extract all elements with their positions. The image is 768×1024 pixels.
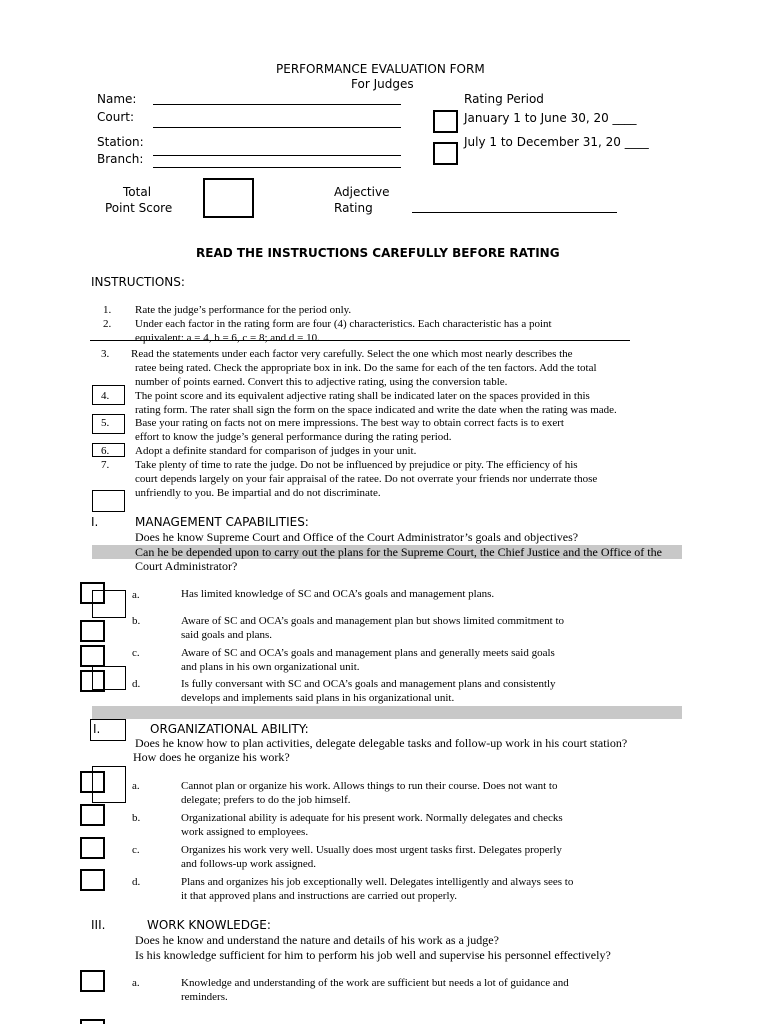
section-2-question-1: Does he know how to plan activities, delegate delegable tasks and follow-up work in his court station? [135, 736, 628, 750]
section-3-title: WORK KNOWLEDGE: [147, 918, 271, 932]
section-2-option-a-line-2: delegate; prefers to do the job himself. [181, 794, 351, 806]
total-label-line1: Total [123, 185, 152, 199]
name-label: Name: [97, 92, 137, 106]
instruction-7-line-3: unfriendly to you. Be impartial and do not discriminate. [135, 487, 381, 499]
section-1-option-b-line-1: Aware of SC and OCA’s goals and management plan but shows limited commitment to [181, 615, 565, 627]
section-2-option-b-letter: b. [132, 812, 141, 824]
section-3-option-a-letter: a. [132, 977, 140, 989]
section-1-option-b-checkbox[interactable] [80, 620, 105, 642]
instruction-7-line-1: Take plenty of time to rate the judge. Do not be influenced by prejudice or pity. The efficiency of his [135, 459, 578, 471]
instruction-4-line-1: The point score and its equivalent adjective rating shall be indicated later on the spaces provided in this [135, 390, 590, 402]
total-label-line2: Point Score [105, 201, 173, 215]
section-1-question-3: Court Administrator? [135, 559, 238, 573]
instruction-2-line-2: equivalent: a = 4, b = 6, c = 8; and d = 10. [135, 332, 320, 344]
section-divider-bar [92, 706, 682, 719]
instructions-heading: INSTRUCTIONS: [91, 275, 185, 289]
period1-checkbox[interactable] [433, 110, 458, 133]
section-1-option-a-line-1: Has limited knowledge of SC and OCA’s goals and management plans. [181, 588, 495, 600]
instruction-5-line-2: effort to know the judge’s general performance during the rating period. [135, 431, 452, 443]
rating-period-label: Rating Period [464, 92, 544, 106]
instruction-2-line-1: Under each factor in the rating form are four (4) characteristics. Each characteristic has a point [135, 318, 552, 330]
instruction-4-line-2: rating form. The rater shall sign the form on the space indicated and write the date when the rating was made. [135, 404, 617, 416]
instruction-number-4: 4. [101, 390, 110, 402]
instruction-3-line-2: ratee being rated. Check the appropriate box in ink. Do the same for each of the ten factors. Add the total [135, 362, 597, 374]
section-1-option-d-letter: d. [132, 678, 141, 690]
section-2-option-b-line-2: work assigned to employees. [181, 826, 309, 838]
section-2-option-d-checkbox[interactable] [80, 869, 105, 891]
section-2-option-d-letter: d. [132, 876, 141, 888]
period2-label: July 1 to December 31, 20 ____ [464, 135, 649, 149]
section-2-option-d-line-1: Plans and organizes his job exceptionally well. Delegates intelligently and always sees to [181, 876, 574, 888]
section-1-option-c-letter: c. [132, 647, 140, 659]
instruction-number-3: 3. [101, 348, 110, 360]
instruction-7-box [92, 490, 125, 512]
instruction-6-line-1: Adopt a definite standard for comparison of judges in your unit. [135, 445, 417, 457]
instruction-number-6: 6. [101, 445, 110, 457]
section-1-option-a-frame [92, 590, 126, 618]
section-1-option-d-frame [92, 666, 126, 690]
section-3-option-a-checkbox[interactable] [80, 970, 105, 992]
section-1-option-d-line-1: Is fully conversant with SC and OCA’s goals and management plans and consistently [181, 678, 556, 690]
section-3-question-2: Is his knowledge sufficient for him to perform his job well and supervise his personnel effectively? [135, 948, 611, 962]
form-title: PERFORMANCE EVALUATION FORM [276, 62, 485, 76]
section-3-question-1: Does he know and understand the nature and details of his work as a judge? [135, 933, 499, 947]
section-1-option-b-line-2: said goals and plans. [181, 629, 273, 641]
adjective-label-line1: Adjective [334, 185, 390, 199]
instruction-number-5: 5. [101, 417, 110, 429]
section-2-option-c-checkbox[interactable] [80, 837, 105, 859]
station-field[interactable] [153, 155, 401, 156]
instruction-3-line-1: Read the statements under each factor very carefully. Select the one which most nearly describes the [131, 348, 573, 360]
section-3-option-a-line-2: reminders. [181, 991, 228, 1003]
branch-label: Branch: [97, 152, 144, 166]
name-field[interactable] [153, 104, 401, 105]
station-label: Station: [97, 135, 144, 149]
instruction-number-1: 1. [103, 304, 112, 316]
adjective-label-line2: Rating [334, 201, 373, 215]
period1-label: January 1 to June 30, 20 ____ [464, 111, 637, 125]
section-1-option-d-line-2: develops and implements said plans in his organizational unit. [181, 692, 455, 704]
section-2-option-c-line-2: and follows-up work assigned. [181, 858, 317, 870]
instruction-7-line-2: court depends largely on your fair appraisal of the ratee. Do not overrate your friends nor underrate those [135, 473, 598, 485]
section-1-title: MANAGEMENT CAPABILITIES: [135, 515, 309, 529]
section-2-option-b-line-1: Organizational ability is adequate for his present work. Normally delegates and checks [181, 812, 563, 824]
section-1-option-c-checkbox[interactable] [80, 645, 105, 667]
section-2-option-b-checkbox[interactable] [80, 804, 105, 826]
total-score-box[interactable] [203, 178, 254, 218]
court-field[interactable] [153, 127, 401, 128]
section-1-question-2: Can he be depended upon to carry out the plans for the Supreme Court, the Chief Justice and the Office of the [135, 545, 662, 559]
instruction-strike-line [90, 340, 630, 341]
form-subtitle: For Judges [351, 77, 414, 91]
adjective-rating-field[interactable] [412, 212, 617, 213]
section-3-option-a-line-1: Knowledge and understanding of the work are sufficient but needs a lot of guidance and [181, 977, 569, 989]
section-2-number: I. [93, 722, 101, 736]
section-1-option-a-letter: a. [132, 589, 140, 601]
period2-checkbox[interactable] [433, 142, 458, 165]
section-2-option-a-letter: a. [132, 780, 140, 792]
section-2-title: ORGANIZATIONAL ABILITY: [150, 722, 309, 736]
instruction-1-line-1: Rate the judge’s performance for the period only. [135, 304, 352, 316]
court-label: Court: [97, 110, 135, 124]
instruction-3-line-3: number of points earned. Convert this to adjective rating, using the conversion table. [135, 376, 508, 388]
section-2-option-c-letter: c. [132, 844, 140, 856]
section-2-option-c-line-1: Organizes his work very well. Usually does most urgent tasks first. Delegates properly [181, 844, 562, 856]
section-3-option-b-checkbox[interactable] [80, 1019, 105, 1024]
section-2-option-d-line-2: it that approved plans and instructions are carried out properly. [181, 890, 458, 902]
section-1-number: I. [91, 515, 99, 529]
instruction-number-7: 7. [101, 459, 110, 471]
section-1-option-c-line-2: and plans in his own organizational unit. [181, 661, 360, 673]
section-2-question-2: How does he organize his work? [133, 750, 290, 764]
section-3-number: III. [91, 918, 106, 932]
branch-field[interactable] [153, 167, 401, 168]
instruction-5-line-1: Base your rating on facts not on mere impressions. The best way to obtain correct facts is to exert [135, 417, 564, 429]
read-instructions-notice: READ THE INSTRUCTIONS CAREFULLY BEFORE RATING [196, 246, 560, 260]
section-1-question-1: Does he know Supreme Court and Office of the Court Administrator’s goals and objectives? [135, 530, 579, 544]
section-1-option-b-letter: b. [132, 615, 141, 627]
instruction-number-2: 2. [103, 318, 112, 330]
section-2-option-a-line-1: Cannot plan or organize his work. Allows things to run their course. Does not want to [181, 780, 558, 792]
section-1-option-c-line-1: Aware of SC and OCA’s goals and management plans and generally meets said goals [181, 647, 555, 659]
section-2-option-a-frame [92, 766, 126, 803]
